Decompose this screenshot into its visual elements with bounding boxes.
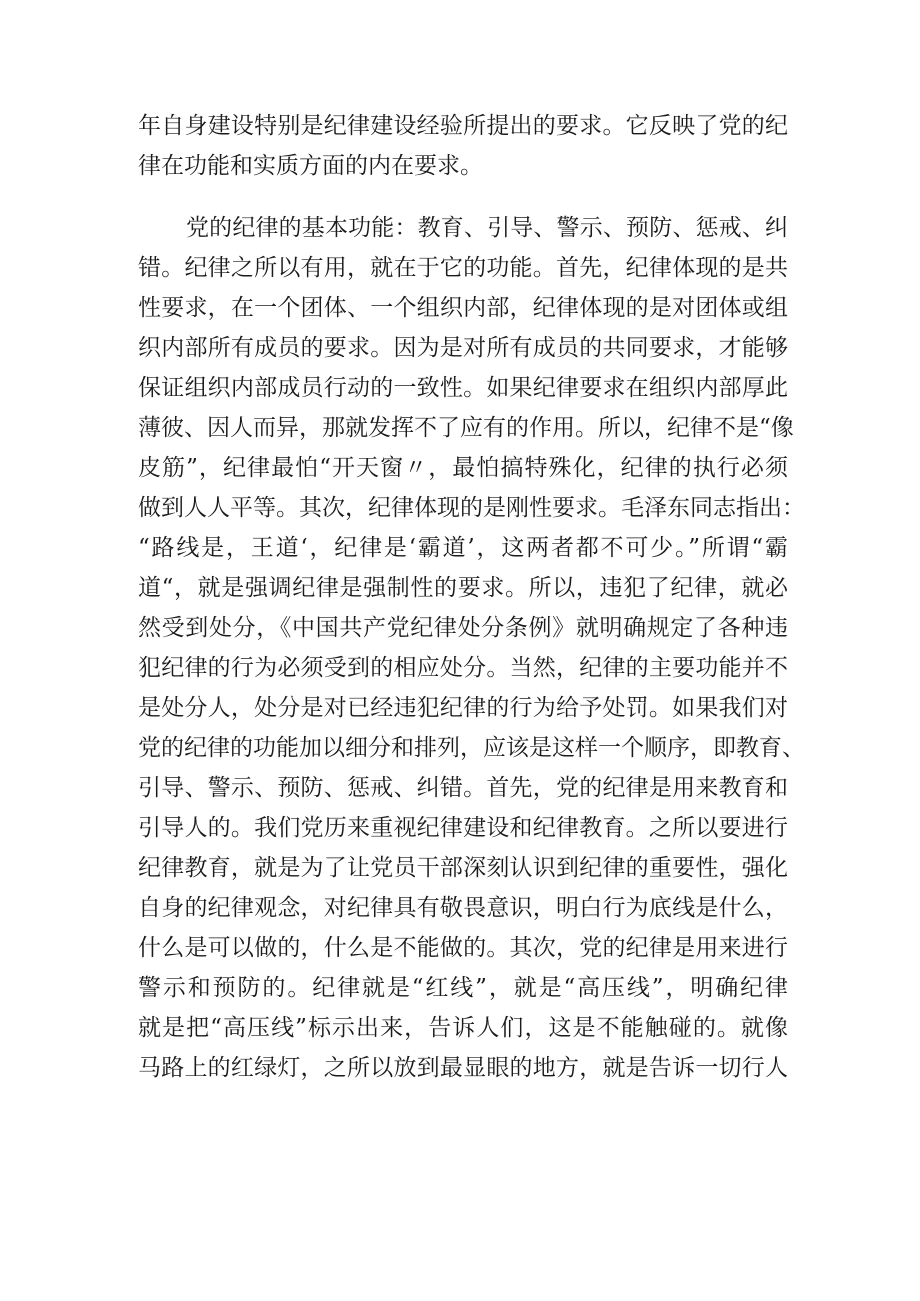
- text-line: 是处分人，处分是对已经违犯纪律的行为给予处罚。如果我们对: [138, 695, 788, 721]
- text-line: 党的纪律的功能加以细分和排列，应该是这样一个顺序，即教育、: [138, 735, 805, 761]
- text-line: 引导、警示、预防、惩戒、纠错。首先，党的纪律是用来教育和: [138, 775, 788, 801]
- text-line: 织内部所有成员的要求。因为是对所有成员的共同要求，才能够: [138, 335, 788, 361]
- text-line: 性要求，在一个团体、一个组织内部，纪律体现的是对团体或组: [138, 295, 788, 321]
- text-line: 错。纪律之所以有用，就在于它的功能。首先，纪律体现的是共: [138, 255, 788, 281]
- text-line: 党的纪律的基本功能：教育、引导、警示、预防、惩戒、纠: [186, 215, 788, 241]
- text-line: 就是把“高压线”标示出来，告诉人们，这是不能触碰的。就像: [138, 1015, 788, 1041]
- paragraph-2: [138, 208, 805, 1088]
- text-line: 道“，就是强调纪律是强制性的要求。所以，违犯了纪律，就必: [138, 575, 788, 601]
- text-line: 薄彼、因人而异，那就发挥不了应有的作用。所以，纪律不是“像: [138, 415, 794, 441]
- text-line: 做到人人平等。其次，纪律体现的是刚性要求。毛泽东同志指出：: [138, 495, 805, 521]
- text-line: 皮筋”，纪律最怕“开天窗〃，最怕搞特殊化，纪律的执行必须: [138, 455, 788, 481]
- text-line: 马路上的红绿灯，之所以放到最显眼的地方，就是告诉一切行人: [138, 1055, 788, 1081]
- text-line: “路线是，王道‘，纪律是‘霸道’，这两者都不可少。”所谓“霸: [138, 535, 788, 561]
- text-line: 自身的纪律观念，对纪律具有敬畏意识，明白行为底线是什么，: [138, 895, 788, 921]
- text-line: 什么是可以做的，什么是不能做的。其次，党的纪律是用来进行: [138, 935, 788, 961]
- text-line: 年自身建设特别是纪律建设经验所提出的要求。它反映了党的纪: [138, 113, 788, 139]
- text-line: 律在功能和实质方面的内在要求。: [138, 153, 483, 179]
- paragraph-1: [138, 106, 788, 186]
- text-line: 引导人的。我们党历来重视纪律建设和纪律教育。之所以要进行: [138, 815, 788, 841]
- text-line: 保证组织内部成员行动的一致性。如果纪律要求在组织内部厚此: [138, 375, 788, 401]
- text-line: 警示和预防的。纪律就是“红线”，就是“高压线”，明确纪律: [138, 975, 788, 1001]
- text-line: 犯纪律的行为必须受到的相应处分。当然，纪律的主要功能并不: [138, 655, 788, 681]
- text-line: 纪律教育，就是为了让党员干部深刻认识到纪律的重要性，强化: [138, 855, 788, 881]
- text-line: 然受到处分，《中国共产党纪律处分条例》就明确规定了各种违: [138, 615, 788, 641]
